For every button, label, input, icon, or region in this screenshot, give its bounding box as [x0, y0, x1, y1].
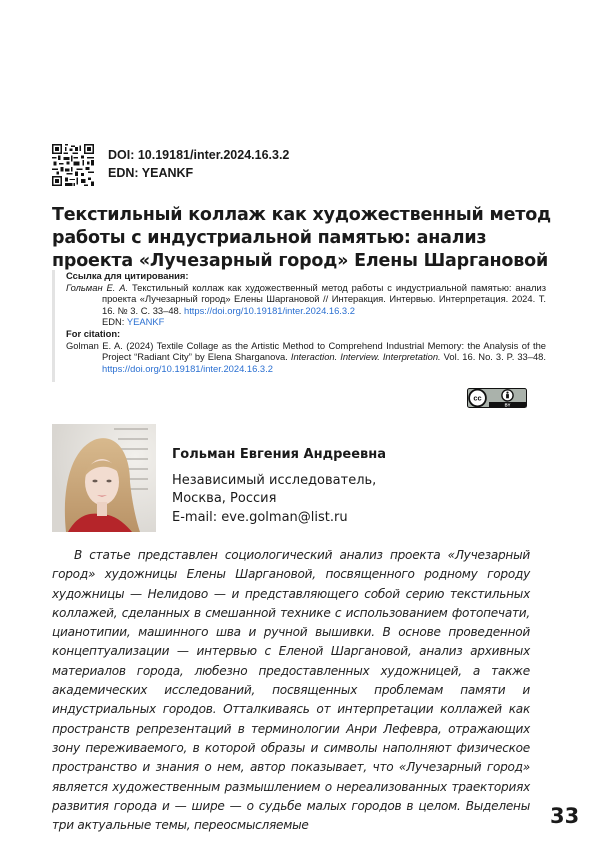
citation-en-doi-link[interactable]: https://doi.org/10.19181/inter.2024.16.3.2: [102, 362, 273, 374]
doi-block: [108, 146, 289, 182]
qr-code: [52, 144, 94, 186]
citation-en-text: Golman E. A. (2024) Textile Collage as the Artistic Method to Comprehend Industrial Memory: the Analysis of the Project “Radiant City” by Elena Sharganova.: [66, 339, 546, 363]
page-number: 33: [550, 804, 580, 828]
citation-heading-en: For citation:: [66, 327, 121, 339]
citation-box: [52, 270, 546, 382]
author-position: Независимый исследователь,: [172, 472, 377, 488]
author-photo: [52, 424, 156, 532]
citation-en-journal: Interaction. Interview. Interpretation.: [290, 351, 441, 363]
author-email[interactable]: E-mail: eve.golman@list.ru: [172, 509, 348, 525]
doi-identifier: DOI: 10.19181/inter.2024.16.3.2: [108, 148, 290, 162]
citation-ru-text: Текстильный коллаж как художественный метод работы с индустриальной памятью: анализ проекта «Лучезарный город» Елены Шаргановой // Интеракция. Интервью. Интерпретация. 2024. Т. 16. № 3. С. 33–48.: [102, 281, 546, 316]
edn-identifier: EDN: YEANKF: [108, 166, 194, 180]
citation-en: [66, 340, 546, 375]
author-info: [172, 446, 386, 527]
citation-ru-edn-label: EDN:: [102, 316, 127, 328]
abstract-text: В статье представлен социологический анализ проекта «Лучезарный город» художницы Елены Шаргановой, посвященного родному городу художницы — Нелидово — и представляющего собой серию текстильных коллажей, сделанных в смешанной технике с использованием фотопечати, цианотипии, машинного шва и ручной вышивки. В основе проведенной концептуализации — интервью с Еленой Шаргановой, анализ архивных материалов города, любезно предоставленных художницей, а также академических исследований, посвященных проблемам памяти и индустриальных городов. Отталкиваясь от интерпретации коллажей как пространств репрезентаций в терминологии Анри Лефевра, отражающих зону переживаемого, в которой образы и символы наполняют физическое пространство и знания о нем, автор показывает, что «Лучезарный город» является художественным размышлением о нереализованных траекториях развития города и — шире — о судьбе малых городов в целом. Выделены три актуальные темы, переосмысляемые: [52, 548, 530, 833]
article-title: Текстильный коллаж как художественный метод работы с индустриальной памятью: анализ проекта «Лучезарный город» Елены Шаргановой: [52, 205, 551, 271]
citation-ru: [66, 282, 546, 328]
author-location: Москва, Россия: [172, 491, 277, 506]
by-label: BY: [504, 402, 511, 408]
citation-ru-author: Гольман Е. А.: [66, 281, 129, 293]
cc-label: cc: [473, 393, 482, 403]
citation-ru-doi-link[interactable]: https://doi.org/10.19181/inter.2024.16.3.2: [183, 304, 355, 316]
cc-by-license-badge[interactable]: [467, 388, 527, 408]
citation-heading-ru: Ссылка для цитирования:: [66, 270, 189, 281]
citation-en-tail: Vol. 16. No. 3. P. 33–48.: [440, 351, 546, 363]
author-name: Гольман Евгения Андреевна: [172, 447, 387, 462]
citation-ru-edn-link[interactable]: YEANKF: [126, 316, 165, 328]
